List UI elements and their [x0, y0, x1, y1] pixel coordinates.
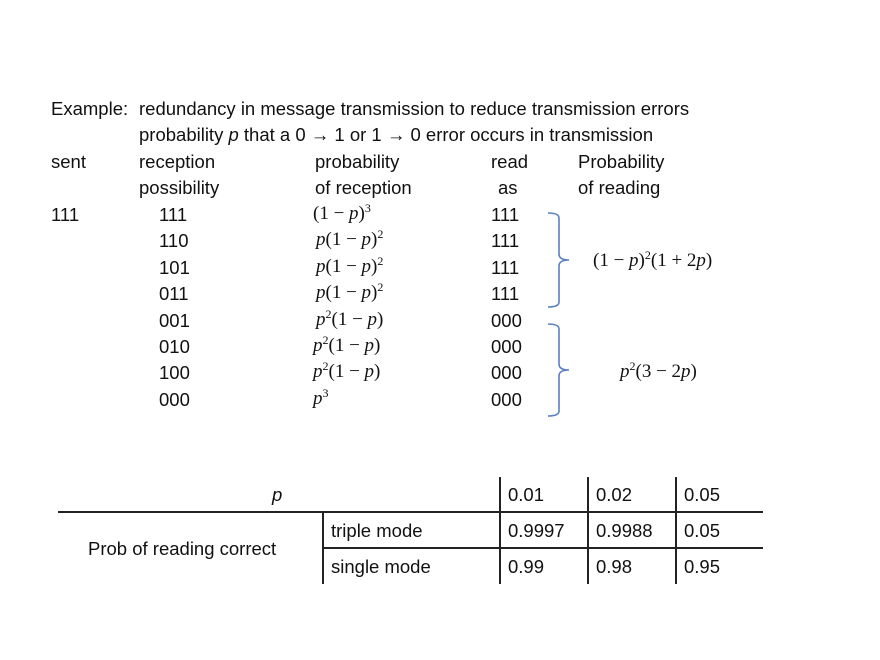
probability-formula: $p^2(1 - p)$	[313, 359, 381, 382]
reception-cell: 111	[159, 204, 188, 225]
probability-formula: $(1 - p)^3$	[313, 201, 371, 224]
col-header-read: read	[491, 151, 529, 172]
reception-cell: 010	[159, 336, 190, 357]
table-cell: 0.95	[684, 556, 721, 577]
desc-var-p: p	[228, 124, 239, 145]
table-cell: 0.9997	[508, 520, 565, 541]
example-title: redundancy in message transmission to reduce transmission errors	[139, 98, 690, 119]
table-header-p-value: 0.05	[684, 484, 721, 505]
table-divider	[675, 477, 677, 584]
reception-cell: 000	[159, 389, 190, 410]
sent-value: 111	[51, 204, 80, 225]
probability-formula: $p(1 - p)^2$	[316, 254, 384, 277]
right-brace-icon	[545, 210, 575, 310]
table-rule-middle	[322, 547, 763, 549]
col-header-prob-reading-2: of reading	[578, 177, 661, 198]
col-header-sent: sent	[51, 151, 86, 172]
reception-cell: 001	[159, 310, 190, 331]
read-as-cell: 111	[491, 204, 520, 225]
col-header-reception: reception	[139, 151, 216, 172]
read-as-cell: 000	[491, 362, 522, 383]
example-label: Example:	[51, 98, 129, 119]
read-as-cell: 000	[491, 310, 522, 331]
right-brace-icon	[545, 322, 575, 418]
group-probability-000: $p^2(3 - 2p)$	[620, 359, 697, 382]
group-probability-111: $(1 - p)^2(1 + 2p)$	[593, 248, 713, 271]
table-rule-top	[58, 511, 763, 513]
table-cell: 0.9988	[596, 520, 653, 541]
table-divider	[499, 477, 501, 584]
probability-formula: $p^2(1 - p)$	[313, 333, 381, 356]
desc-pre: probability	[139, 124, 229, 145]
table-header-p: p	[272, 484, 283, 505]
mode-label-triple: triple mode	[331, 520, 423, 541]
reception-cell: 101	[159, 257, 190, 278]
table-header-p-value: 0.02	[596, 484, 633, 505]
table-cell: 0.05	[684, 520, 721, 541]
col-header-reception-2: possibility	[139, 177, 220, 198]
probability-formula: $p^3$	[313, 386, 329, 409]
mode-label-single: single mode	[331, 556, 431, 577]
desc-post: that a 0 → 1 or 1 → 0 error occurs in transmission	[238, 124, 654, 145]
reception-cell: 100	[159, 362, 190, 383]
table-divider	[587, 477, 589, 584]
table-cell: 0.98	[596, 556, 633, 577]
col-header-probability-2: of reception	[315, 177, 412, 198]
row-group-label: Prob of reading correct	[88, 538, 277, 559]
table-divider	[322, 512, 324, 584]
table-cell: 0.99	[508, 556, 545, 577]
error-probability-description	[139, 124, 653, 146]
read-as-cell: 000	[491, 389, 522, 410]
read-as-cell: 111	[491, 257, 520, 278]
col-header-prob-reading: Probability	[578, 151, 665, 172]
col-header-read-2: as	[498, 177, 518, 198]
read-as-cell: 111	[491, 283, 520, 304]
probability-formula: $p^2(1 - p)$	[316, 307, 384, 330]
read-as-cell: 000	[491, 336, 522, 357]
probability-formula: $p(1 - p)^2$	[316, 280, 384, 303]
probability-formula: $p(1 - p)^2$	[316, 227, 384, 250]
reception-cell: 110	[159, 230, 189, 251]
reception-cell: 011	[159, 283, 189, 304]
col-header-probability: probability	[315, 151, 400, 172]
table-header-p-value: 0.01	[508, 484, 545, 505]
read-as-cell: 111	[491, 230, 520, 251]
